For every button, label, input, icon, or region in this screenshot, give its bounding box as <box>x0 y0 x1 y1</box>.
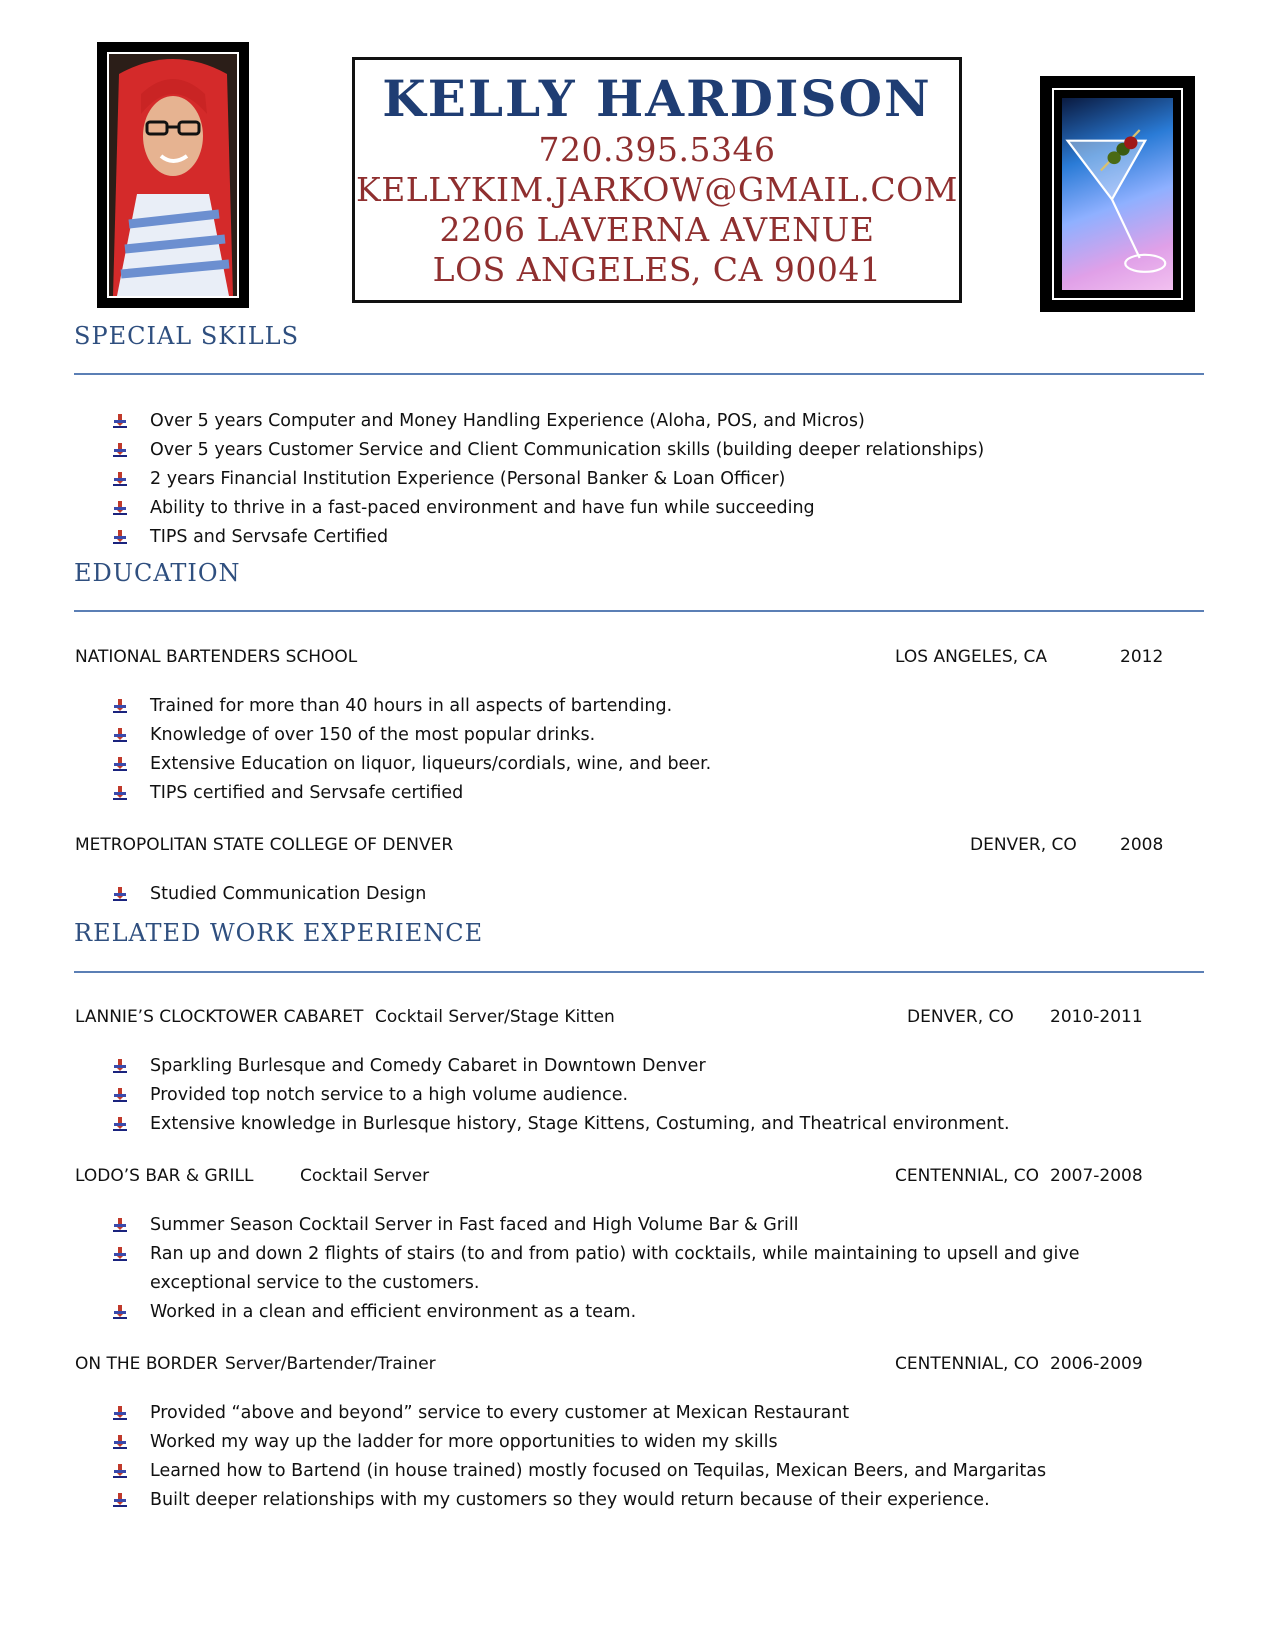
martini-glass-image <box>1062 98 1173 290</box>
list-item: Ran up and down 2 flights of stairs (to and from patio) with cocktails, while maintaining to upsell and give exceptional service to the customers. <box>112 1240 1162 1298</box>
school-name: METROPOLITAN STATE COLLEGE OF DENVER <box>75 835 454 855</box>
list-item: Provided “above and beyond” service to every customer at Mexican Restaurant <box>112 1399 1046 1428</box>
arrow-bullet-icon <box>112 1116 128 1132</box>
school-location: LOS ANGELES, CA <box>895 647 1048 667</box>
arrow-bullet-icon <box>112 1087 128 1103</box>
section-title-education: EDUCATION <box>74 559 241 587</box>
list-item: Over 5 years Customer Service and Client Communication skills (building deeper relationships) <box>112 436 984 465</box>
list-item: Extensive knowledge in Burlesque history, Stage Kittens, Costuming, and Theatrical environment. <box>112 1110 1010 1139</box>
email-address[interactable]: KELLYKIM.JARKOW@GMAIL.COM <box>356 170 958 209</box>
education-details-list <box>112 692 711 808</box>
arrow-bullet-icon <box>112 1405 128 1421</box>
portrait-photo <box>97 42 249 308</box>
list-item: TIPS certified and Servsafe certified <box>112 779 711 808</box>
list-item: Knowledge of over 150 of the most popular drinks. <box>112 721 711 750</box>
job-years: 2007-2008 <box>1050 1166 1143 1186</box>
arrow-bullet-icon <box>112 698 128 714</box>
applicant-name: KELLY HARDISON <box>382 69 932 128</box>
section-title-skills: SPECIAL SKILLS <box>74 322 300 350</box>
address-line-1: 2206 LAVERNA AVENUE <box>439 210 875 249</box>
education-entry-header <box>75 835 1185 859</box>
list-item: Ability to thrive in a fast-paced environment and have fun while succeeding <box>112 494 984 523</box>
arrow-bullet-icon <box>112 1492 128 1508</box>
section-divider <box>74 610 1204 612</box>
school-year: 2008 <box>1120 835 1164 855</box>
section-divider <box>74 971 1204 973</box>
school-location: DENVER, CO <box>970 835 1077 855</box>
contact-box <box>352 57 962 303</box>
list-item: Learned how to Bartend (in house trained) mostly focused on Tequilas, Mexican Beers, and Margaritas <box>112 1457 1046 1486</box>
arrow-bullet-icon <box>112 727 128 743</box>
arrow-bullet-icon <box>112 413 128 429</box>
job-location: DENVER, CO <box>907 1007 1014 1027</box>
job-role: Server/Bartender/Trainer <box>225 1354 436 1374</box>
phone-number[interactable]: 720.395.5346 <box>538 130 776 169</box>
arrow-bullet-icon <box>112 1217 128 1233</box>
arrow-bullet-icon <box>112 1058 128 1074</box>
list-item: Built deeper relationships with my customers so they would return because of their experience. <box>112 1486 1046 1515</box>
list-item: 2 years Financial Institution Experience (Personal Banker & Loan Officer) <box>112 465 984 494</box>
arrow-bullet-icon <box>112 886 128 902</box>
section-divider <box>74 373 1204 375</box>
arrow-bullet-icon <box>112 1246 128 1262</box>
job-location: CENTENNIAL, CO <box>895 1166 1040 1186</box>
employer-name: ON THE BORDER <box>75 1354 219 1374</box>
job-years: 2006-2009 <box>1050 1354 1143 1374</box>
job-role: Cocktail Server <box>300 1166 430 1186</box>
arrow-bullet-icon <box>112 529 128 545</box>
work-details-list <box>112 1052 1010 1139</box>
education-details-list <box>112 880 426 909</box>
list-item: Trained for more than 40 hours in all aspects of bartending. <box>112 692 711 721</box>
job-years: 2010-2011 <box>1050 1007 1143 1027</box>
list-item: TIPS and Servsafe Certified <box>112 523 984 552</box>
arrow-bullet-icon <box>112 500 128 516</box>
job-location: CENTENNIAL, CO <box>895 1354 1040 1374</box>
work-entry-header <box>75 1166 1185 1190</box>
work-details-list <box>112 1211 1162 1327</box>
arrow-bullet-icon <box>112 756 128 772</box>
education-entry-header <box>75 647 1185 671</box>
work-entry-header <box>75 1354 1185 1378</box>
arrow-bullet-icon <box>112 442 128 458</box>
arrow-bullet-icon <box>112 1304 128 1320</box>
list-item: Sparkling Burlesque and Comedy Cabaret in Downtown Denver <box>112 1052 1010 1081</box>
arrow-bullet-icon <box>112 1463 128 1479</box>
school-name: NATIONAL BARTENDERS SCHOOL <box>75 647 358 667</box>
list-item: Extensive Education on liquor, liqueurs/cordials, wine, and beer. <box>112 750 711 779</box>
section-title-work: RELATED WORK EXPERIENCE <box>74 919 484 947</box>
skills-list <box>112 407 984 552</box>
address-line-2: LOS ANGELES, CA 90041 <box>432 250 882 289</box>
work-details-list <box>112 1399 1046 1515</box>
list-item: Over 5 years Computer and Money Handling Experience (Aloha, POS, and Micros) <box>112 407 984 436</box>
list-item: Worked my way up the ladder for more opportunities to widen my skills <box>112 1428 1046 1457</box>
work-entry-header <box>75 1007 1185 1031</box>
list-item: Studied Communication Design <box>112 880 426 909</box>
arrow-bullet-icon <box>112 785 128 801</box>
list-item: Worked in a clean and efficient environment as a team. <box>112 1298 1162 1327</box>
employer-name: LODO’S BAR & GRILL <box>75 1166 254 1186</box>
arrow-bullet-icon <box>112 1434 128 1450</box>
arrow-bullet-icon <box>112 471 128 487</box>
martini-photo <box>1040 76 1195 312</box>
list-item: Provided top notch service to a high volume audience. <box>112 1081 1010 1110</box>
list-item: Summer Season Cocktail Server in Fast faced and High Volume Bar & Grill <box>112 1211 1162 1240</box>
employer-name: LANNIE’S CLOCKTOWER CABARET <box>75 1007 364 1027</box>
portrait-image <box>109 54 237 296</box>
school-year: 2012 <box>1120 647 1164 667</box>
job-role: Cocktail Server/Stage Kitten <box>375 1007 615 1027</box>
